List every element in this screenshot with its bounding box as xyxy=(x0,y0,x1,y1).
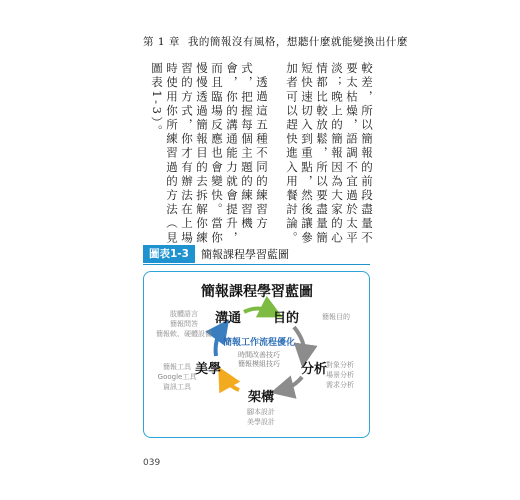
node-communicate: 溝通 xyxy=(214,311,242,326)
arrow-structure-to-aesthetics xyxy=(224,377,239,390)
arrow-aesthetics-to-communicate xyxy=(216,329,222,356)
body-column: 加者可以趕快進入用餐討論。 xyxy=(285,62,299,246)
node-aesthetics: 美學 xyxy=(194,362,222,377)
arrow-analysis-to-structure xyxy=(282,377,302,390)
figure-label xyxy=(143,245,289,263)
skill-item: Google工具 xyxy=(157,373,197,381)
diagram-title: 簡報課程學習藍圖 xyxy=(201,284,313,300)
chapter-title: 我的簡報沒有風格，想聽什麼就能變換出什麼 xyxy=(187,36,408,48)
skill-item: 肢體語言 xyxy=(170,310,198,318)
skill-item: 簡報工具 xyxy=(163,363,191,371)
skill-item: 場景分析 xyxy=(326,371,354,379)
figure-title: 簡報課程學習藍圖 xyxy=(200,248,289,261)
body-column: 式，把握每個主題的練習機 xyxy=(240,62,254,232)
skill-item: 簡報目的 xyxy=(322,313,350,321)
body-column: 情都比較放鬆，所以要盡量簡 xyxy=(315,62,329,246)
cycle-diagram xyxy=(144,272,371,439)
chapter-number: 第 1 章 xyxy=(143,36,180,48)
body-column: 短快速切入到重點，然後讓參 xyxy=(300,62,314,246)
node-structure: 架構 xyxy=(247,390,275,405)
skill-item: 簡報問答 xyxy=(170,320,198,328)
body-column: 慢慢透過簡報目的去拆解你練 xyxy=(195,62,209,246)
arrow-communicate-to-purpose xyxy=(244,309,272,313)
body-column: 透過這五種不同的練習方 xyxy=(255,76,269,232)
skill-item: 資訊工具 xyxy=(163,383,191,391)
chapter-header xyxy=(143,34,416,49)
body-column: 要太枯燥，語調不宜過於太平 xyxy=(345,62,359,246)
center-title: 簡報工作流程優化 xyxy=(222,338,296,348)
body-column: 會，你的溝通能力就會提升， xyxy=(225,62,239,246)
center-item: 時間改善技巧 xyxy=(238,351,280,359)
figure-tag: 圖表1-3 xyxy=(143,245,195,263)
body-column: 習的方式，你才有辦法在上場 xyxy=(180,62,194,246)
center-item: 簡報模組技巧 xyxy=(238,360,280,368)
arrow-purpose-to-analysis xyxy=(294,327,304,356)
body-column: 而且臨場反應也會變快。當你 xyxy=(210,62,224,246)
body-column: 較差，所以簡報的前段盡量不 xyxy=(360,62,374,246)
body-column: 淡；晚上的簡報因為大家的心 xyxy=(330,62,344,246)
figure-rule xyxy=(143,264,370,265)
skill-item: 腳本設計 xyxy=(247,408,275,416)
skill-item: 美學設計 xyxy=(247,418,275,426)
skill-item: 需求分析 xyxy=(326,381,354,389)
body-column: 圖表1-3）。 xyxy=(150,62,164,139)
node-analysis: 分析 xyxy=(300,362,328,377)
skill-item: 簡報軟、硬體設備 xyxy=(156,330,212,338)
learning-map-diagram xyxy=(143,271,370,438)
node-purpose: 目的 xyxy=(272,311,300,326)
page-number: 039 xyxy=(143,458,161,468)
body-column: 時使用你所練習過的方法（見 xyxy=(165,62,179,246)
skill-item: 對象分析 xyxy=(326,361,354,369)
